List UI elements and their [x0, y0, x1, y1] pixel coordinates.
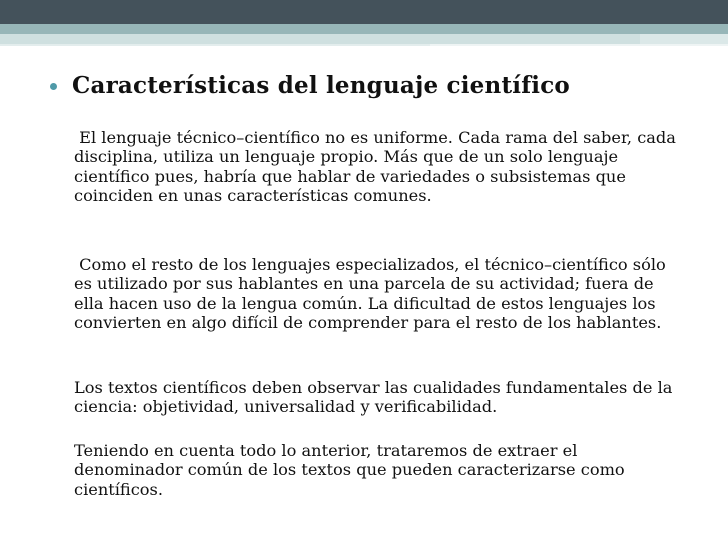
slide-heading: Características del lenguaje científico	[72, 72, 570, 99]
bullet-icon	[50, 83, 57, 90]
paragraph-conclusion: Teniendo en cuenta todo lo anterior, trataremos de extraer el denominador común de los textos que pueden caracterizarse como científicos.	[74, 441, 625, 499]
paragraph-qualities: Los textos científicos deben observar las cualidades fundamentales de la ciencia: objetividad, universalidad y verificabilidad.	[74, 378, 673, 417]
paragraph-uniformity: El lenguaje técnico–científico no es uniforme. Cada rama del saber, cada disciplina, utiliza un lenguaje propio. Más que de un solo lenguaje científico pues, habría que hablar de variedades o subsistemas que coinciden en unas características comunes.	[74, 128, 682, 205]
paragraph-specialized: Como el resto de los lenguajes especializados, el técnico–científico sólo es utilizado por sus hablantes en una parcela de su actividad; fuera de ella hacen uso de la lengua común. La dificultad de estos lenguajes los convierten en algo difícil de comprender para el resto de los hablantes.	[74, 255, 671, 332]
